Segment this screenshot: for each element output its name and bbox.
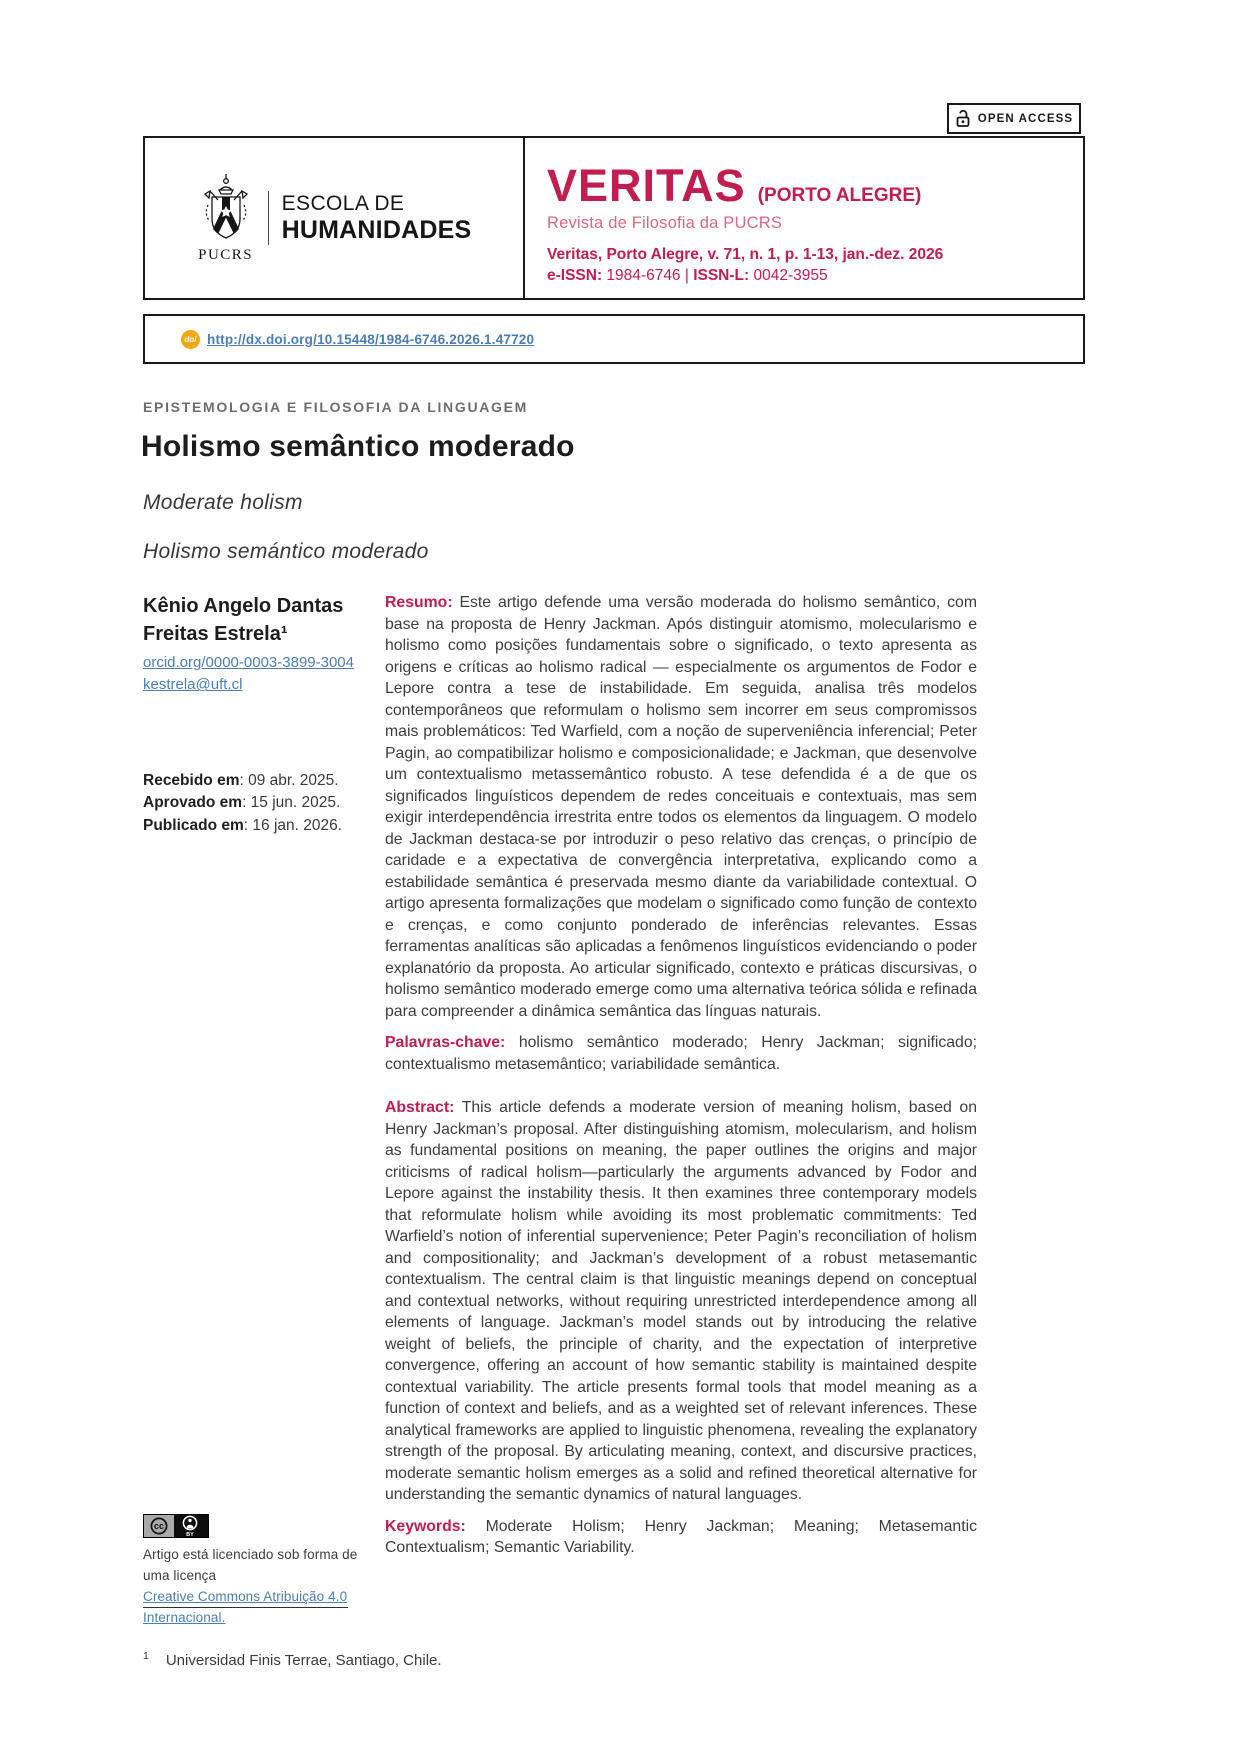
open-lock-icon [955, 109, 971, 128]
issnl-value: 0042-3955 [749, 267, 828, 284]
license-text: Artigo está licenciado sob forma de uma licença [143, 1547, 358, 1583]
school-line2: HUMANIDADES [281, 215, 472, 244]
license-block [143, 1514, 385, 1629]
article-title: Holismo semântico moderado [141, 430, 575, 463]
keywords-label: Keywords: [385, 1517, 466, 1535]
abstracts-column [385, 592, 977, 1559]
doi-link[interactable] [181, 330, 534, 349]
resumo-paragraph [385, 592, 977, 1022]
email-link[interactable]: kestrela@uft.cl [143, 676, 243, 694]
journal-citation: Veritas, Porto Alegre, v. 71, n. 1, p. 1-13, jan.-dez. 2026 [547, 246, 944, 263]
date-published: Publicado em: 16 jan. 2026. [143, 816, 343, 834]
journal-subtitle: Revista de Filosofia da PUCRS [547, 214, 783, 232]
pucrs-logo [145, 138, 523, 298]
author-block [143, 592, 378, 697]
doi-icon: doi [181, 330, 200, 349]
eissn-label: e-ISSN: [547, 267, 603, 284]
abstract-label: Abstract: [385, 1099, 455, 1116]
abstract-text: This article defends a moderate version of meaning holism, based on Henry Jackman’s proposal. After distinguishing atomism, molecularism, and holism as fundamental positions on meaning, the paper outlines the origins and major criticisms of radical holism—particularly the arguments advanced by Fodor and Lepore against the instability thesis. It then examines three contemporary models that reformulate holism while avoiding its most problematic commitments: Ted Warfield’s notion of inferential supervenience; Peter Pagin’s reconciliation of holism and compositionality; and Jackman’s development of a robust metasemantic contextualism. The central claim is that linguistic meanings depend on conceptual and contextual networks, without requiring unrestricted interdependence among all elements of language. Jackman’s model stands out by introducing the relative weight of beliefs, the principle of charity, and the expectation of interpretive convergence, offering an account of how semantic stability is maintained despite contextual variability. The article presents formal tools that model meaning as a function of context and beliefs, and as a weighted set of relevant inferences. These analytical frameworks are applied to linguistic phenomena, revealing the explanatory strength of the proposal. By articulating meaning, context, and discursive practices, moderate semantic holism emerges as a solid and refined theoretical alternative for understanding the semantic dynamics of natural languages. [385, 1099, 977, 1503]
doi-strip [143, 314, 1085, 364]
pucrs-acronym: PUCRS [198, 246, 254, 263]
logo-divider [268, 191, 269, 245]
pucrs-crest-block [197, 173, 255, 264]
school-name [282, 192, 472, 244]
pucrs-crest-icon [197, 173, 255, 245]
eissn-value: 1984-6746 [602, 267, 681, 284]
footnote-mark: 1 [143, 1650, 149, 1662]
svg-text:cc: cc [153, 1521, 165, 1531]
palavras-chave-paragraph [385, 1032, 977, 1075]
palavras-chave-label: Palavras-chave: [385, 1034, 506, 1051]
open-access-label: OPEN ACCESS [977, 112, 1074, 125]
orcid-link[interactable]: orcid.org/0000-0003-3899-3004 [143, 653, 354, 671]
palavras-chave-text: holismo semântico moderado; Henry Jackman; significado; contextualismo metasemântico; variabilidade semântica. [385, 1034, 977, 1073]
issnl-label: ISSN-L: [693, 267, 750, 284]
date-received: Recebido em: 09 abr. 2025. [143, 772, 339, 789]
keywords-text: Moderate Holism; Henry Jackman; Meaning; Metasemantic Contextualism; Semantic Variability. [385, 1517, 978, 1556]
footnote-separator [143, 1607, 348, 1608]
journal-name: VERITAS [547, 160, 746, 211]
dates-block [143, 770, 342, 837]
journal-header [143, 136, 1085, 300]
article-subtitle-spanish: Holismo semántico moderado [143, 540, 429, 563]
issn-separator: | [680, 267, 694, 284]
svg-text:BY: BY [186, 1532, 194, 1538]
journal-location: (PORTO ALEGRE) [757, 185, 922, 206]
keywords-paragraph [385, 1516, 977, 1559]
journal-info [525, 138, 1083, 298]
resumo-text: Este artigo defende uma versão moderada do holismo semântico, com base na proposta de Henry Jackman. Após distinguir atomismo, molecularismo e holismo como posições fundamentais sobre o significado, o texto apresenta as origens e críticas ao holismo radical — especialmente os argumentos de Fodor e Lepore contra a tese de instabilidade. Em seguida, analisa três modelos contemporâneos que reformulam o holismo sem incorrer em seus compromissos mais problemáticos: Ted Warfield, com a noção de superveniência inferencial; Peter Pagin, ao compatibilizar holismo e composicionalidade; e Jackman, que desenvolve um contextualismo metassemântico robusto. A tese defendida é a de que os significados linguísticos dependem de redes conceituais e contextuais, mas sem exigir interdependência irrestrita entre todos os elementos da linguagem. O modelo de Jackman destaca-se por introduzir o peso relativo das crenças, o princípio de caridade e a expectativa de convergência interpretativa, explicando como a estabilidade semântica é preservada mesmo diante da variabilidade contextual. O artigo apresenta formalizações que modelam o significado como função de contexto e crenças, e como conjunto ponderado de inferências relevantes. Essas ferramentas analíticas são aplicadas a fenômenos linguísticos evidenciando o poder explanatório da proposta. Ao articular significado, contexto e práticas discursivas, o holismo semântico moderado emerge como uma alternativa teórica sólida e refinada para compreender a dinâmica semântica das línguas naturais. [385, 594, 978, 1020]
journal-issn-line [547, 267, 1083, 285]
date-approved: Aprovado em: 15 jun. 2025. [143, 794, 341, 812]
open-access-badge [947, 103, 1081, 134]
section-label: EPISTEMOLOGIA E FILOSOFIA DA LINGUAGEM [143, 399, 529, 415]
article-subtitle-english: Moderate holism [143, 491, 303, 514]
resumo-label: Resumo: [385, 594, 453, 611]
doi-url: http://dx.doi.org/10.15448/1984-6746.2026.1.47720 [207, 331, 535, 347]
cc-by-badge-icon [143, 1514, 209, 1538]
abstract-paragraph [385, 1097, 977, 1506]
school-line1: ESCOLA DE [281, 192, 405, 216]
footnote [143, 1650, 442, 1669]
author-name: Kênio Angelo Dantas Freitas Estrela¹ [143, 595, 344, 646]
license-link[interactable]: Creative Commons Atribuição 4.0 Internacional. [143, 1588, 348, 1625]
footnote-text: Universidad Finis Terrae, Santiago, Chile. [165, 1652, 442, 1669]
